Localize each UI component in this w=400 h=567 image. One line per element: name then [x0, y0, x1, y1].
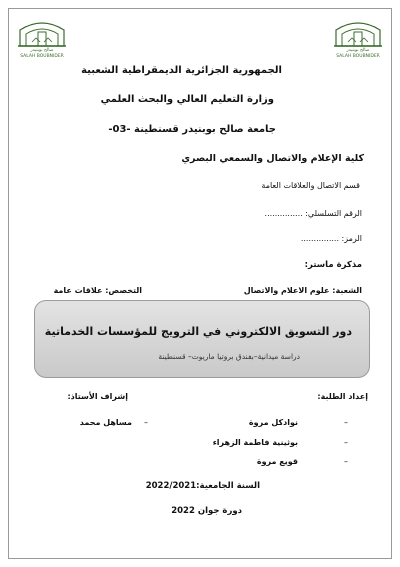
academic-year: السنة الجامعية:2022/2021	[145, 481, 260, 491]
thesis-subtitle: دراسة ميدانية–بفندق بروتيا ماريوت– قسنطينة	[158, 352, 300, 361]
ministry-line: وزارة التعليم العالي والبحث العلمي	[100, 94, 274, 105]
university-line: جامعة صالح بوبنيدر قسنطينة -03-	[108, 124, 276, 135]
specialty-field: التخصص: علاقات عامة	[53, 286, 142, 295]
republic-line: الجمهورية الجزائرية الديمقراطية الشعبية	[81, 65, 282, 76]
supervisor-dash: –	[144, 418, 148, 427]
logo-arabic-text: صالح بوبنيدر	[346, 48, 370, 53]
university-logo-right	[330, 16, 386, 60]
prepared-by-label: إعداد الطلبة:	[317, 392, 368, 401]
university-emblem-icon	[330, 16, 386, 50]
supervisor-label: إشراف الأستاذ:	[67, 392, 128, 401]
university-logo-left	[14, 16, 70, 60]
thesis-title-box	[34, 300, 370, 378]
student-dash: –	[344, 457, 348, 466]
logo-arabic-text: صالح بوبنيدر	[30, 48, 54, 53]
thesis-type: مذكرة ماستر:	[304, 260, 362, 270]
branch-field: الشعبة: علوم الاعلام والاتصال	[243, 286, 362, 295]
student-name: قويع مروة	[256, 457, 298, 466]
student-name: نوادكل مروة	[248, 418, 298, 427]
session-line: دورة جوان 2022	[171, 506, 242, 516]
thesis-title: دور التسويق الالكتروني في الترويج للمؤسسات الخدماتية	[44, 325, 352, 338]
logo-latin-text: SALAH BOUBNIDER	[20, 54, 64, 59]
page-border	[8, 8, 392, 559]
faculty-line: كلية الإعلام والاتصال والسمعي البصري	[181, 153, 364, 164]
serial-number-field: الرقم التسلسلي: ...............	[264, 209, 362, 218]
university-emblem-icon	[14, 16, 70, 50]
student-dash: –	[344, 438, 348, 447]
supervisor-name: مساهل محمد	[79, 418, 132, 427]
student-dash: –	[344, 418, 348, 427]
department-line: قسم الاتصال والعلاقات العامة	[261, 181, 360, 190]
student-name: بوثينية فاطمة الزهراء	[212, 438, 298, 447]
code-field: الرمز: ...............	[300, 234, 362, 243]
logo-latin-text: SALAH BOUBNIDER	[336, 54, 380, 59]
